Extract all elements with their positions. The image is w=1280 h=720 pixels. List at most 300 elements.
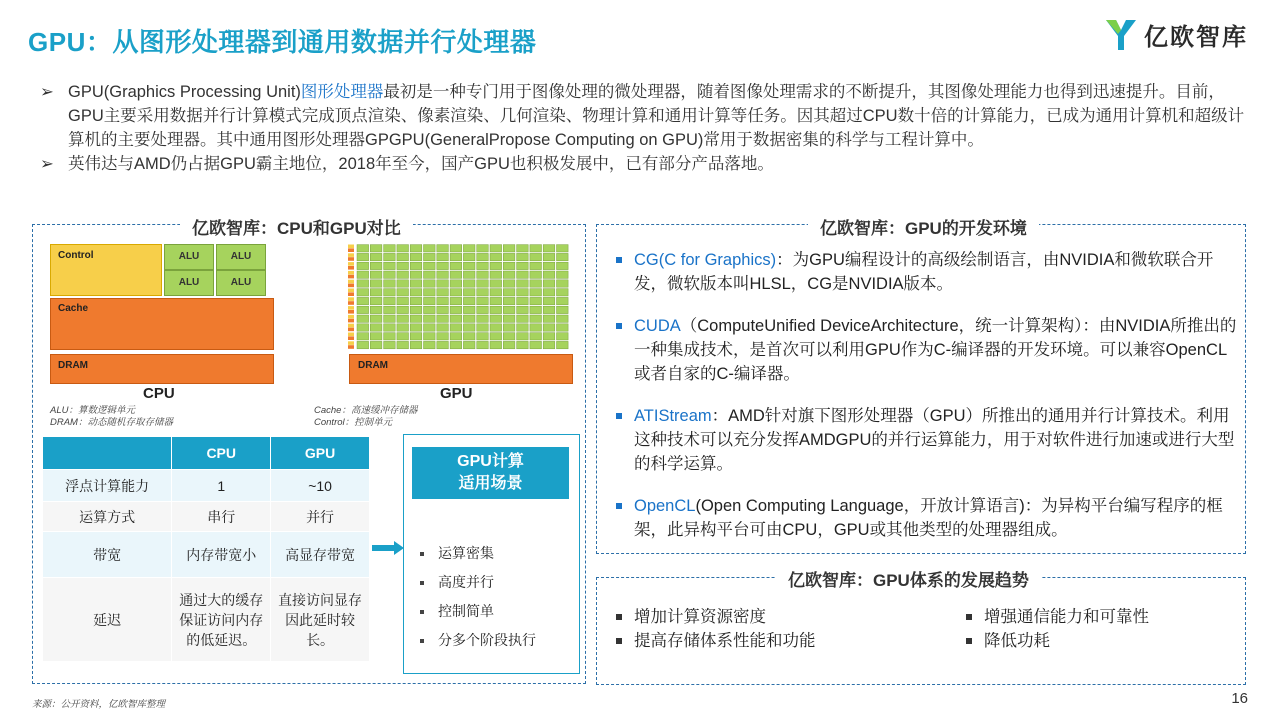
table-header-cell: GPU [271,437,370,470]
gpu-alu-cell [557,315,569,322]
gpu-alu-cell [517,315,529,322]
cache-label: Cache [58,303,89,314]
gpu-alu-cell [357,333,369,340]
gpu-alu-cell [384,333,396,340]
scenario-header [412,447,569,499]
gpu-alu-cell [450,341,462,348]
table-row [43,578,370,662]
gpu-alu-cell [517,341,529,348]
gpu-alu-cell [424,245,436,252]
gpu-alu-cell [503,262,515,269]
gpu-alu-cell [410,245,422,252]
table-header-row [43,437,370,470]
env-name[interactable]: CG(C for Graphics) [634,251,777,269]
control-label: Control [58,250,94,261]
gpu-alu-cell [424,271,436,278]
env-desc: (Open Computing Language，开放计算语言)：为异构平台编写程序的框架，此异构平台可由CPU，GPU或其他类型的处理器组成。 [634,497,1223,539]
gpu-control-cell [348,271,354,275]
gpu-alu-cell [463,306,475,313]
gpu-alu-cell [463,333,475,340]
gpu-caption: GPU [440,385,473,402]
gpu-alu-cell [384,271,396,278]
gpu-alu-cell [477,280,489,287]
gpu-alu-cell [463,324,475,331]
gpu-alu-cell [490,324,502,331]
trend-list-left [612,605,816,653]
gpu-alu-cell [437,280,449,287]
gpu-alu-cell [410,341,422,348]
gpu-alu-cell [410,297,422,304]
gpu-alu-cell [490,271,502,278]
gpu-alu-cell [503,245,515,252]
gpu-alu-cell [543,306,555,313]
gpu-alu-cell [557,245,569,252]
table-row [43,502,370,532]
gpu-alu-cell [410,289,422,296]
gpu-alu-cell [357,289,369,296]
gpu-alu-cell [477,306,489,313]
gpu-alu-cell [490,341,502,348]
gpu-alu-cell [477,271,489,278]
table-cell: 直接访问显存因此延时较长。 [271,578,370,662]
gpu-alu-cell [424,297,436,304]
alu-block: ALU [216,270,266,296]
gpu-alu-cell [517,262,529,269]
table-cell: 1 [172,470,271,502]
gpu-alu-cell [370,245,382,252]
gpu-alu-cell [517,333,529,340]
intro-paragraph-1 [40,80,1250,152]
gpu-alu-cell [370,253,382,260]
gpu-alu-cell [477,324,489,331]
scenario-title-line: 适用场景 [458,475,523,492]
page-number: 16 [1231,690,1248,707]
gpu-cache-cell [348,248,354,252]
gpu-alu-cell [410,262,422,269]
gpu-alu-cell [424,306,436,313]
gpu-alu-cell [357,253,369,260]
env-desc: （ComputeUnified DeviceArchitecture，统一计算架构）：由NVIDIA所推出的一种集成技术，是首次可以利用GPU作为C-编译器的开发环境。可以兼容OpenCL或者自家的C-编译器。 [634,317,1237,383]
gpu-control-cell [348,253,354,257]
list-item: 增加计算资源密度 [612,605,816,629]
gpu-alu-cell [370,324,382,331]
gpu-alu-cell [463,245,475,252]
gpu-alu-cell [437,245,449,252]
gpu-alu-cell [543,324,555,331]
gpu-alu-cell [370,333,382,340]
gpu-alu-cell [450,324,462,331]
table-cell: ~10 [271,470,370,502]
gpu-alu-cell [357,341,369,348]
gpu-alu-cell [450,262,462,269]
gpu-alu-cell [397,271,409,278]
list-item: 增强通信能力和可靠性 [962,605,1149,629]
gpu-cache-cell [348,319,354,323]
gpu-alu-cell [490,262,502,269]
gpu-alu-cell [437,333,449,340]
legend-right [314,405,417,429]
gpu-alu-cell [424,280,436,287]
gpu-alu-cell [530,289,542,296]
gpu-alu-cell [530,341,542,348]
gpu-alu-cell [410,324,422,331]
gpu-alu-cell [450,297,462,304]
legend-control: Control：控制单元 [314,417,393,428]
gpu-alu-cell [450,306,462,313]
gpu-alu-cell [437,306,449,313]
gpu-alu-cell [557,306,569,313]
compare-panel-title: 亿欧智库：CPU和GPU对比 [180,214,413,239]
gpu-alu-cell [424,324,436,331]
gpu-alu-cell [357,245,369,252]
intro-section [40,80,1250,176]
gpu-control-cell [348,306,354,310]
gpu-alu-cell [503,315,515,322]
dram-label: DRAM [58,360,88,371]
gpu-alu-cell [397,315,409,322]
gpu-alu-cell [477,333,489,340]
arrow-bullet-icon: ➢ [40,155,54,173]
gpu-cache-cell [348,328,354,332]
gpu-alu-cell [437,271,449,278]
gpu-alu-cell [384,289,396,296]
intro-text: GPU(Graphics Processing Unit) [68,83,301,101]
gpu-control-cell [348,315,354,319]
gpu-alu-cell [384,315,396,322]
gpu-alu-cell [370,315,382,322]
gpu-alu-cell [543,245,555,252]
table-cell: 延迟 [43,578,172,662]
gpu-alu-cell [503,289,515,296]
gpu-alu-cell [557,262,569,269]
gpu-cache-cell [348,284,354,288]
gpu-core-grid [348,244,572,350]
gpu-alu-cell [530,315,542,322]
gpu-alu-cell [410,280,422,287]
gpu-alu-cell [557,324,569,331]
gpu-alu-cell [397,341,409,348]
gpu-alu-cell [463,297,475,304]
gpu-alu-cell [397,306,409,313]
gpu-alu-cell [477,262,489,269]
gpu-cache-cell [348,336,354,340]
arrow-right-icon [372,541,404,555]
gpu-alu-cell [490,289,502,296]
gpu-cache-cell [348,275,354,279]
gpu-alu-cell [384,341,396,348]
gpu-alu-cell [463,315,475,322]
gpu-alu-cell [437,253,449,260]
gpu-alu-cell [543,341,555,348]
gpu-alu-cell [530,271,542,278]
gpu-scenario-box [403,434,580,674]
legend-left [50,405,173,429]
gpu-alu-cell [543,271,555,278]
env-name[interactable]: CUDA [634,317,681,335]
gpu-alu-cell [450,280,462,287]
gpu-alu-cell [437,289,449,296]
gpu-alu-cell [384,262,396,269]
arrow-bullet-icon: ➢ [40,83,54,101]
gpu-alu-cell [437,315,449,322]
dev-env-list [612,248,1237,560]
list-item: 分多个阶段执行 [418,626,536,655]
gpu-alu-cell [530,306,542,313]
gpu-cache-cell [348,257,354,261]
gpu-alu-cell [543,315,555,322]
gpu-alu-cell [490,245,502,252]
gpu-alu-cell [477,245,489,252]
legend-cache: Cache：高速缓冲存储器 [314,405,418,416]
gpu-alu-cell [543,280,555,287]
logo-text: 亿欧智库 [1144,23,1248,51]
gpu-alu-cell [490,280,502,287]
gpu-alu-cell [370,341,382,348]
gpu-alu-cell [397,289,409,296]
table-cell: 高显存带宽 [271,532,370,578]
gpu-alu-cell [370,306,382,313]
gpu-alu-cell [397,297,409,304]
gpu-control-cell [348,245,354,249]
alu-block: ALU [216,244,266,270]
gpu-alu-cell [477,341,489,348]
table-cell: 内存带宽小 [172,532,271,578]
trend-list-right [962,605,1149,653]
gpu-alu-cell [543,297,555,304]
gpu-alu-cell [477,253,489,260]
gpu-alu-cell [530,333,542,340]
gpu-alu-cell [517,324,529,331]
gpu-alu-cell [543,289,555,296]
gpu-alu-cell [397,280,409,287]
gpu-alu-cell [503,333,515,340]
gpu-alu-cell [450,333,462,340]
gpu-alu-cell [424,253,436,260]
legend-dram: DRAM：动态随机存取存储器 [50,417,173,428]
gpu-alu-cell [530,262,542,269]
gpu-alu-cell [503,253,515,260]
gpu-alu-cell [503,297,515,304]
gpu-alu-cell [517,289,529,296]
gpu-alu-cell [490,306,502,313]
table-header-cell: CPU [172,437,271,470]
gpu-alu-cell [384,297,396,304]
gpu-alu-cell [410,306,422,313]
gpu-alu-cell [477,297,489,304]
list-item: 提高存储体系性能和功能 [612,629,816,653]
source-note: 来源：公开资料，亿欧智库整理 [32,699,166,710]
gpu-alu-cell [357,297,369,304]
gpu-alu-cell [424,341,436,348]
gpu-alu-cell [410,253,422,260]
intro-paragraph-2 [40,152,1250,176]
table-cell: 并行 [271,502,370,532]
brand-logo [1104,16,1248,52]
gpu-alu-cell [557,289,569,296]
gpu-alu-cell [384,280,396,287]
table-row [43,470,370,502]
gpu-alu-cell [450,271,462,278]
gpu-alu-cell [503,341,515,348]
trend-title: 亿欧智库：GPU体系的发展趋势 [776,566,1041,591]
gpu-alu-cell [517,306,529,313]
gpu-control-cell [348,341,354,345]
gpu-alu-cell [437,262,449,269]
gpu-alu-cell [410,315,422,322]
gpu-alu-cell [437,341,449,348]
gpu-alu-cell [517,253,529,260]
gpu-alu-cell [490,315,502,322]
gpu-alu-cell [370,262,382,269]
gpu-alu-cell [557,253,569,260]
gpu-alu-cell [384,324,396,331]
gpu-alu-cell [557,297,569,304]
gpu-alu-cell [490,253,502,260]
gpu-alu-cell [450,253,462,260]
gpu-alu-cell [410,271,422,278]
gpu-alu-cell [410,333,422,340]
gpu-alu-cell [370,289,382,296]
gpu-alu-cell [543,253,555,260]
page-title: GPU：从图形处理器到通用数据并行处理器 [28,27,537,57]
gpu-cache-cell [348,266,354,270]
table-cell: 通过大的缓存保证访问内存的低延迟。 [172,578,271,662]
gpu-control-cell [348,280,354,284]
table-header-cell [43,437,172,470]
gpu-alu-cell [370,271,382,278]
list-item: 高度并行 [418,568,536,597]
list-item [612,494,1237,542]
gpu-alu-cell [357,306,369,313]
gpu-alu-cell [424,289,436,296]
list-item [612,314,1237,386]
gpu-control-cell [348,262,354,266]
gpu-control-cell [348,289,354,293]
gpu-control-cell [348,297,354,301]
gpu-alu-cell [503,271,515,278]
gpu-alu-cell [357,280,369,287]
alu-block: ALU [164,270,214,296]
gpu-alu-cell [384,253,396,260]
gpu-cache-cell [348,310,354,314]
gpu-alu-cell [463,289,475,296]
list-item [612,248,1237,296]
gpu-alu-cell [370,280,382,287]
gpu-alu-cell [557,280,569,287]
env-desc: ：AMD针对旗下图形处理器（GPU）所推出的通用并行计算技术。利用这种技术可以充分发挥AMDGPU的并行运算能力，用于对软件进行加速或进行大型的科学运算。 [634,407,1235,473]
scenario-list [418,539,536,655]
gpu-alu-cell [463,262,475,269]
list-item: 降低功耗 [962,629,1149,653]
gpu-alu-cell [463,341,475,348]
gpu-cache-cell [348,292,354,296]
table-cell: 带宽 [43,532,172,578]
gpu-alu-cell [463,253,475,260]
intro-text: 英伟达与AMD仍占据GPU霸主地位，2018年至今，国产GPU也积极发展中，已有部分产品落地。 [68,155,774,173]
gpu-alu-cell [517,280,529,287]
table-row [43,532,370,578]
gpu-alu-cell [397,245,409,252]
gpu-alu-cell [463,280,475,287]
env-desc: ：为GPU编程设计的高级绘制语言，由NVIDIA和微软联合开发，微软版本叫HLSL，CG是NVIDIA版本。 [634,251,1214,293]
alu-block: ALU [164,244,214,270]
gpu-alu-cell [557,341,569,348]
list-item: 控制简单 [418,597,536,626]
gpu-alu-cell [503,280,515,287]
table-cell: 串行 [172,502,271,532]
gpu-alu-cell [530,280,542,287]
env-name[interactable]: OpenCL [634,497,696,515]
dram-label: DRAM [358,360,388,371]
gpu-alu-cell [357,324,369,331]
gpu-control-cell [348,333,354,337]
cpu-gpu-table [42,436,370,662]
intro-text: 最初是一种专门用于图像处理的微处理器，随着图像处理需求的不断提升，其图像处理能力也得到迅速提升。目前，GPU主要采用数据并行计算模式完成顶点渲染、像素渲染、几何渲染、物理计算和通用计算等任务。因其超过CPU数十倍的计算能力，已成为通用计算机和超级计算机的主要处理器。其中通用图形处理器GPGPU(GeneralPropose Computing on GPU)常用于数据密集的科学与工程计算中。 [68,83,1245,149]
gpu-alu-cell [450,315,462,322]
gpu-alu-cell [437,297,449,304]
gpu-alu-cell [557,333,569,340]
gpu-alu-cell [477,315,489,322]
gpu-alu-cell [530,297,542,304]
gpu-alu-cell [384,245,396,252]
gpu-alu-cell [530,245,542,252]
gpu-alu-cell [530,253,542,260]
list-item: 运算密集 [418,539,536,568]
gpu-alu-cell [543,262,555,269]
gpu-alu-cell [370,297,382,304]
gpu-alu-cell [517,271,529,278]
scenario-title-line: GPU计算 [457,453,524,470]
gpu-alu-cell [437,324,449,331]
gpu-cache-cell [348,345,354,349]
gpu-alu-cell [503,324,515,331]
gpu-alu-cell [424,262,436,269]
gpu-alu-cell [397,253,409,260]
gpu-alu-cell [384,306,396,313]
gpu-alu-cell [477,289,489,296]
gpu-control-cell [348,324,354,328]
gpu-alu-cell [490,333,502,340]
gpu-alu-cell [397,333,409,340]
gpu-alu-cell [503,306,515,313]
gpu-alu-cell [357,315,369,322]
gpu-alu-cell [397,262,409,269]
gpu-alu-cell [424,315,436,322]
cpu-caption: CPU [143,385,175,402]
gpu-cache-cell [348,301,354,305]
table-cell: 运算方式 [43,502,172,532]
gpu-alu-cell [517,297,529,304]
gpu-alu-cell [490,297,502,304]
gpu-alu-cell [450,289,462,296]
gpu-alu-cell [543,333,555,340]
gpu-alu-cell [397,324,409,331]
table-cell: 浮点计算能力 [43,470,172,502]
gpu-alu-cell [357,262,369,269]
gpu-alu-cell [557,271,569,278]
legend-alu: ALU：算数逻辑单元 [50,405,135,416]
gpu-alu-cell [424,333,436,340]
gpu-alu-cell [357,271,369,278]
gpu-alu-cell [517,245,529,252]
list-item [612,404,1237,476]
dev-env-title: 亿欧智库：GPU的开发环境 [808,214,1039,239]
gpu-link[interactable]: 图形处理器 [300,83,384,101]
gpu-alu-cell [463,271,475,278]
env-name[interactable]: ATIStream [634,407,712,425]
gpu-alu-cell [530,324,542,331]
logo-icon [1104,16,1138,52]
